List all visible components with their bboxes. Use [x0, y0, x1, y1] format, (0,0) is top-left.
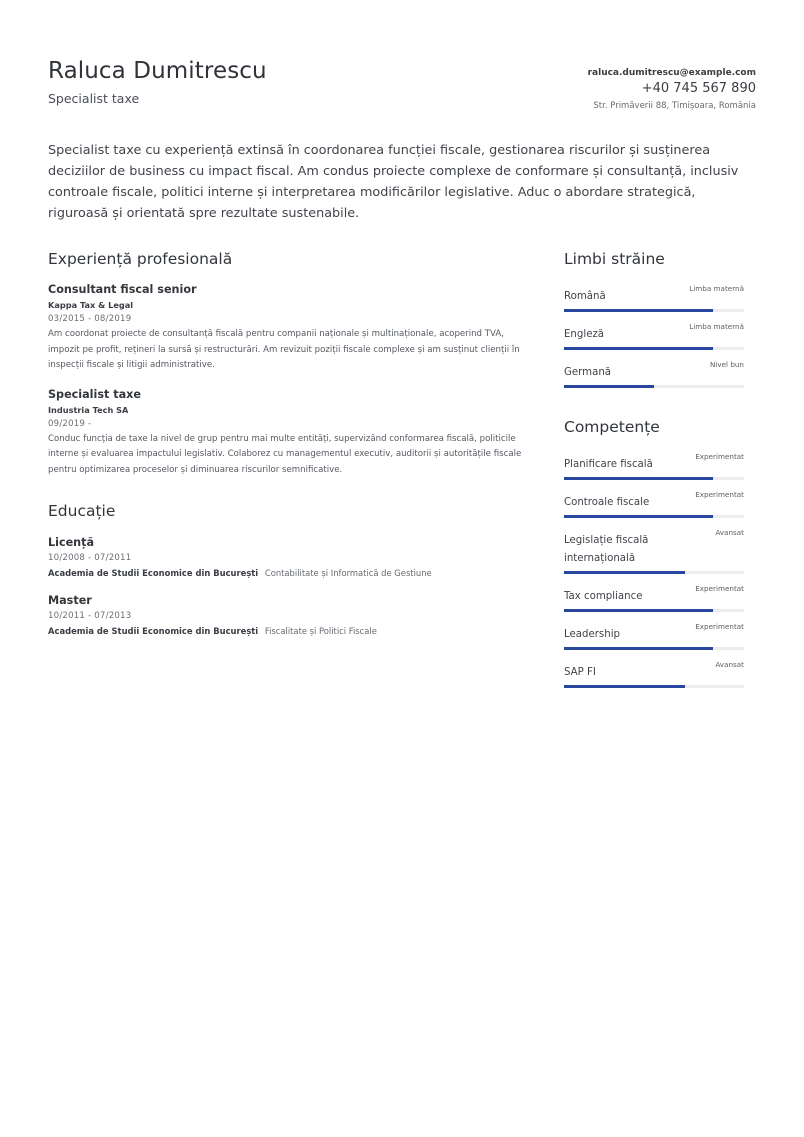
- language-name: Română: [564, 291, 606, 302]
- education-school: Academia de Studii Economice din București: [48, 568, 259, 578]
- job-title: Specialist taxe: [48, 387, 141, 401]
- education-field: Fiscalitate și Politici Fiscale: [264, 626, 377, 636]
- languages-section: [564, 250, 744, 388]
- job-company: Kappa Tax & Legal: [48, 300, 134, 310]
- skills-section: [564, 418, 744, 688]
- language-level-bar: [564, 347, 744, 350]
- language-item: [564, 282, 744, 312]
- skill-level-bar: [564, 571, 744, 574]
- skill-item: [564, 658, 744, 688]
- education-item: [48, 534, 533, 581]
- skill-name: Legislație fiscală internațională: [564, 535, 649, 564]
- skill-level: Experimentat: [695, 622, 744, 631]
- language-level: Nivel bun: [709, 360, 744, 369]
- education-dates: 10/2011 - 07/2013: [48, 611, 132, 621]
- skill-level-bar: [564, 647, 744, 650]
- skill-level: Experimentat: [695, 452, 744, 461]
- skill-level-bar: [564, 477, 744, 480]
- skill-name: SAP FI: [564, 667, 596, 678]
- skill-level: Experimentat: [695, 584, 744, 593]
- education-school: Academia de Studii Economice din București: [48, 626, 259, 636]
- skill-level-fill: [564, 685, 685, 688]
- skill-level-fill: [564, 571, 685, 574]
- candidate-title: Specialist taxe: [48, 91, 140, 106]
- skill-level: Experimentat: [695, 490, 744, 499]
- education-institution-line: [48, 624, 533, 639]
- job-description: Am coordonat proiecte de consultanță fiscală pentru companii naționale și multinaționale, acoperind TVA, impozit pe profit, rețineri la sursă și restructurări. Am revizuit poziții fiscale complexe și am susținut clienții în inspecții fiscale și litigii administrative.: [48, 329, 520, 370]
- education-field: Contabilitate și Informatică de Gestiune: [264, 568, 432, 578]
- language-name: Engleză: [564, 329, 605, 340]
- job-dates: 03/2015 - 08/2019: [48, 314, 132, 324]
- skill-item: [564, 526, 744, 574]
- skill-item: [564, 582, 744, 612]
- main-column: [48, 250, 533, 650]
- education-degree: Master: [48, 594, 92, 607]
- job-description: Conduc funcția de taxe la nivel de grup pentru mai multe entități, supervizând conformarea fiscală, politicile interne și evaluarea impactului legislativ. Colaborez cu managementul executiv, auditorii și autoritățile fiscale pentru optimizarea proceselor și diminuarea riscurilor semnificative.: [48, 433, 522, 475]
- skill-level-bar: [564, 609, 744, 612]
- language-level: Limba maternă: [689, 284, 744, 293]
- language-level-bar: [564, 309, 744, 312]
- skill-level-bar: [564, 515, 744, 518]
- skill-level-fill: [564, 477, 713, 480]
- contact-block: [588, 66, 756, 114]
- language-level-fill: [564, 385, 654, 388]
- skill-item: [564, 450, 744, 480]
- skill-level: Avansat: [715, 660, 744, 669]
- language-item: [564, 358, 744, 388]
- profile-summary: Specialist taxe cu experiență extinsă în coordonarea funcției fiscale, gestionarea riscurilor și susținerea deciziilor de business cu impact fiscal. Am condus proiecte complexe de conformare și consultanță, inclusiv controale fiscale, politici interne și interpretarea modificărilor legislative. Aduc o abordare strategică, riguroasă și orientată spre rezultate sustenabile.: [48, 143, 739, 221]
- experience-section: [48, 250, 533, 478]
- candidate-name: Raluca Dumitrescu: [48, 58, 267, 84]
- skill-name: Leadership: [564, 629, 620, 640]
- languages-heading: Limbi străine: [564, 250, 665, 268]
- education-dates: 10/2008 - 07/2011: [48, 553, 132, 563]
- skill-level-bar: [564, 685, 744, 688]
- contact-address: Str. Primăverii 88, Timișoara, România: [593, 101, 756, 111]
- contact-email[interactable]: raluca.dumitrescu@example.com: [587, 68, 756, 78]
- skill-name: Controale fiscale: [564, 497, 650, 508]
- skill-item: [564, 488, 744, 518]
- language-level-bar: [564, 385, 744, 388]
- skill-level: Avansat: [715, 528, 744, 537]
- experience-heading: Experiență profesională: [48, 250, 233, 268]
- language-item: [564, 320, 744, 350]
- skill-name: Tax compliance: [564, 591, 643, 602]
- education-institution-line: [48, 566, 533, 581]
- language-name: Germană: [564, 367, 612, 378]
- job-title: Consultant fiscal senior: [48, 283, 197, 296]
- job-dates: 09/2019 -: [48, 418, 92, 429]
- resume-header: [48, 58, 756, 128]
- language-level: Limba maternă: [689, 322, 744, 331]
- experience-item: [48, 387, 533, 479]
- job-company: Industria Tech SA: [48, 404, 129, 415]
- language-level-fill: [564, 347, 713, 350]
- education-item: [48, 592, 533, 639]
- skill-item: [564, 620, 744, 650]
- education-section: [48, 502, 533, 639]
- education-heading: Educație: [48, 502, 116, 520]
- skill-level-fill: [564, 515, 713, 518]
- contact-phone[interactable]: +40 745 567 890: [641, 81, 756, 96]
- skill-name: Planificare fiscală: [564, 459, 653, 470]
- side-column: [564, 250, 744, 696]
- experience-item: [48, 282, 533, 374]
- skills-heading: Competențe: [564, 418, 660, 436]
- skill-level-fill: [564, 609, 713, 612]
- skill-level-fill: [564, 647, 713, 650]
- language-level-fill: [564, 309, 713, 312]
- education-degree: Licență: [48, 536, 95, 549]
